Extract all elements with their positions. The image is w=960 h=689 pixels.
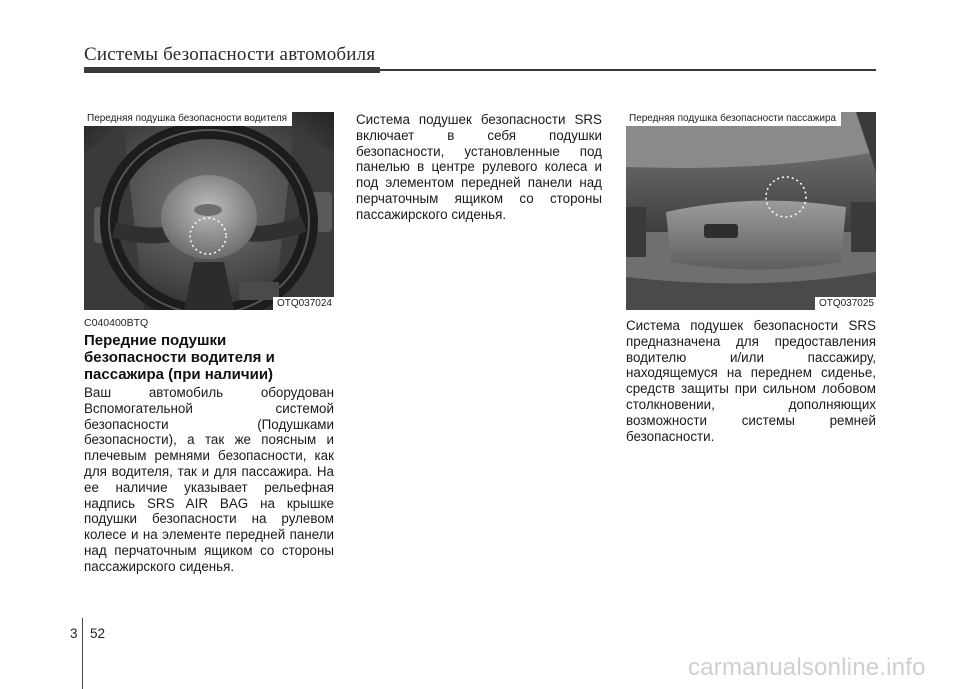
passenger-airbag-figure-caption: Передняя подушка безопасности пассажира [626, 112, 841, 126]
driver-airbag-figure [84, 112, 334, 310]
right-column-text [626, 318, 876, 444]
watermark: carmanualsonline.info [688, 654, 926, 681]
header-rule-thick [84, 67, 380, 73]
left-column-text [84, 385, 334, 575]
section-code: C040400BTQ [84, 317, 149, 329]
passenger-dashboard-photo [626, 112, 876, 310]
passenger-airbag-figure [626, 112, 876, 310]
right-body-paragraph: Система подушек безопасности SRS предназначена для предоставления водителю и/или пассажиру, находящемуся на переднем сиденье, средств защиты при сильном лобовом столкновении, дополняющих возможности системы ремней безопасности. [626, 318, 876, 444]
driver-steering-wheel-photo [84, 112, 334, 310]
chapter-number: 3 [70, 626, 78, 641]
footer-divider [82, 618, 83, 689]
footer-rule [0, 617, 960, 618]
middle-body-paragraph: Система подушек безопасности SRS включает в себя подушки безопасности, установленные под панелью в центре рулевого колеса и под элементом передней панели над перчаточным ящиком со стороны пассажирского сиденья. [356, 112, 602, 222]
driver-airbag-figure-caption: Передняя подушка безопасности водителя [84, 112, 292, 126]
middle-column-text [356, 112, 602, 223]
page-header-title: Системы безопасности автомобиля [84, 44, 376, 65]
driver-airbag-figure-code: OTQ037024 [273, 297, 334, 310]
left-body-paragraph: Ваш автомобиль оборудован Вспомогательной системой безопасности (Подушками безопасности), а так же поясным и плечевым ремнями безопасности, как для водителя, так и для пассажира. На ее наличие указывает рельефная надпись SRS AIR BAG на крышке подушки безопасности на рулевом колесе и на элементе передней панели над перчаточным ящиком со стороны пассажирского сиденья. [84, 385, 334, 574]
passenger-airbag-figure-code: OTQ037025 [815, 297, 876, 310]
page-number: 52 [90, 626, 106, 641]
section-heading: Передние подушки безопасности водителя и пассажира (при наличии) [84, 332, 275, 383]
header-rule-thin [380, 69, 876, 71]
